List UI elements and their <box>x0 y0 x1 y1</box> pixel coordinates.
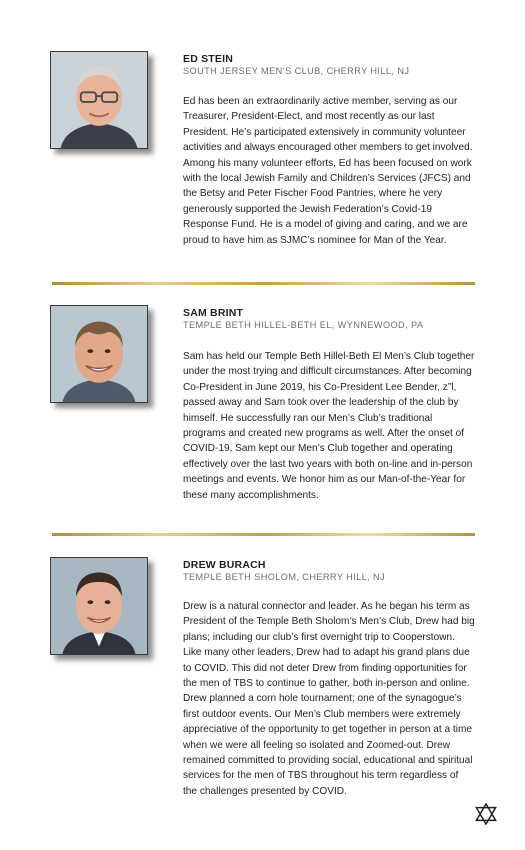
portrait-illustration <box>51 52 147 148</box>
portrait-illustration <box>51 558 147 654</box>
gold-divider <box>52 533 475 536</box>
person-organization: TEMPLE BETH HILLEL-BETH EL, WYNNEWOOD, PA <box>183 320 424 330</box>
portrait-photo <box>50 51 148 149</box>
person-name: DREW BURACH <box>183 559 266 571</box>
person-name: SAM BRINT <box>183 307 244 319</box>
portrait-photo <box>50 305 148 403</box>
person-bio: Drew is a natural connector and leader. As he began his term as President of the Temple Beth Sholom’s Men’s Club, Drew had big plans; including our club’s first overnight trip to Cooperstown. Like many other leaders, Drew had to adapt his grand plans due to COVID. This did not deter Drew from finding opportunities for the men of TBS to continue to gather, both in-person and online. Drew planned a corn hole tournament; one of the synagogue’s first outdoor events. Our Men’s Club members were extremely appreciative of the opportunity to get together in person at a time when we were all feeling so isolated and Zoomed-out. Drew remained committed to providing social, educational and spiritual services for the men of TBS throughout his term regardless of the challenges presented by COVID. <box>183 601 475 797</box>
person-organization: TEMPLE BETH SHOLOM, CHERRY HILL, NJ <box>183 572 386 582</box>
person-name: ED STEIN <box>183 53 234 65</box>
portrait-photo <box>50 557 148 655</box>
gold-divider <box>52 282 475 285</box>
person-bio: Ed has been an extraordinarily active member, serving as our Treasurer, President-Elect, and most recently as our last President. He’s participated extensively in community volunteer activities and always encouraged other members to get involved. Among his many volunteer efforts, Ed has been focused on work with the local Jewish Family and Children’s Services (JFCS) and the Betsy and Peter Fischer Food Pantries, where he very generously supported the Jewish Federation’s Covid-19 Response Fund. He is a model of giving and caring, and we are proud to have him as SJMC’s nominee for Man of the Year. <box>183 96 473 246</box>
star-of-david-icon <box>475 803 497 825</box>
portrait-illustration <box>51 306 147 402</box>
person-bio: Sam has held our Temple Beth Hillel-Beth El Men’s Club together under the most trying and difficult circumstances. After becoming Co-President in June 2019, his Co-President Lee Bender, z”l, passed away and Sam took over the leadership of the club by himself. He successfully ran our Men’s Club’s traditional programs and created new programs as well. After the onset of COVID-19, Sam kept our Men’s Club together and operating effectively over the last two years with both on-line and in-person meetings and events. We honor him as our Man-of-the-Year for these many accomplishments. <box>183 351 475 501</box>
person-organization: SOUTH JERSEY MEN’S CLUB, CHERRY HILL, NJ <box>183 66 410 76</box>
